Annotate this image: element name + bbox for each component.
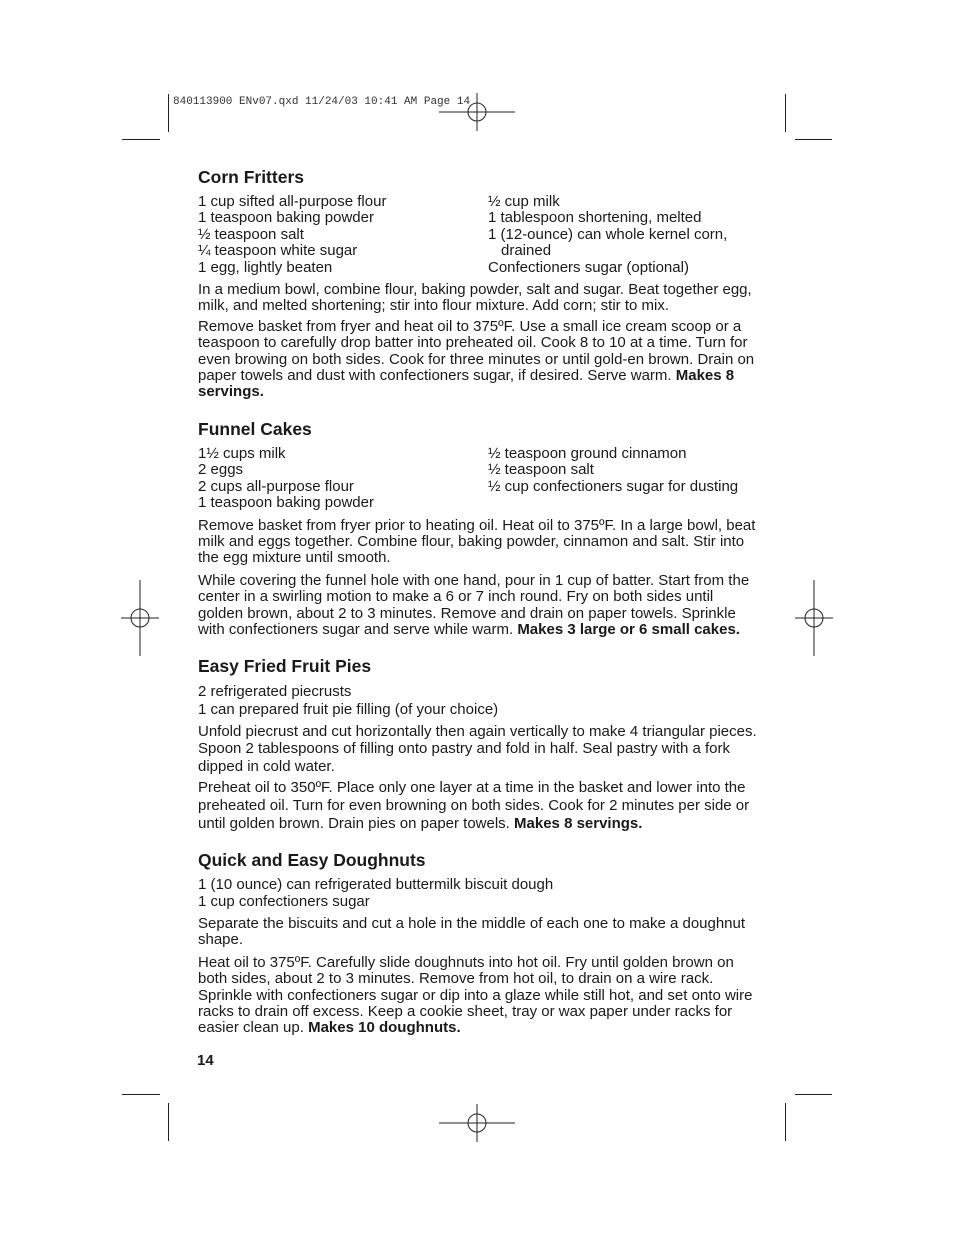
page-number: 14: [197, 1052, 214, 1069]
ingredient: 1 tablespoon shortening, melted: [488, 209, 702, 227]
ingredient: ½ teaspoon salt: [198, 225, 304, 243]
instruction-paragraph: Separate the biscuits and cut a hole in the middle of each one to make a doughnut shape.: [198, 914, 746, 949]
crop-mark: [785, 94, 786, 132]
crop-mark: [122, 1094, 160, 1095]
ingredient: 1 teaspoon baking powder: [198, 209, 374, 227]
crop-mark: [795, 1094, 832, 1095]
ingredient: 1 can prepared fruit pie filling (of your choice): [198, 700, 499, 718]
ingredient-list-right: [488, 194, 760, 276]
ingredient-columns: [198, 446, 760, 512]
ingredient: 2 eggs: [198, 461, 244, 479]
ingredient-list-left: [198, 194, 488, 276]
crop-mark: [168, 1103, 169, 1141]
ingredient: 2 refrigerated piecrusts: [198, 683, 352, 701]
ingredient: 2 cups all-purpose flour: [198, 477, 354, 495]
instruction-paragraph: Unfold piecrust and cut horizontally then again vertically to make 4 triangular pieces. Spoon 2 tablespoons of filling onto pastry and fold in half. Seal pastry with a fork dipped in cold water.: [198, 722, 757, 775]
ingredient-list-right: [488, 446, 760, 512]
registration-mark-icon: [121, 580, 159, 656]
ingredient: ½ cup confectioners sugar for dusting: [488, 477, 739, 495]
crop-mark: [785, 1103, 786, 1141]
crop-mark: [122, 139, 160, 140]
print-slug: 840113900 ENv07.qxd 11/24/03 10:41 AM Page 14: [173, 96, 471, 108]
ingredient: 1 (12-ounce) can whole kernel corn,: [488, 225, 728, 243]
recipe-title: Easy Fried Fruit Pies: [198, 656, 372, 677]
ingredient: ¼ teaspoon white sugar: [198, 242, 358, 260]
registration-mark-icon: [439, 1104, 515, 1142]
instruction-paragraph: Remove basket from fryer prior to heating oil. Heat oil to 375ºF. In a large bowl, beat milk and eggs together. Combine flour, baking powder, cinnamon and salt. Stir into the egg mixture until smooth.: [198, 516, 756, 567]
instruction-paragraph: While covering the funnel hole with one hand, pour in 1 cup of batter. Start from the center in a swirling motion to make a 6 or 7 inch round. Fry on both sides until golden brown, about 2 to 3 minutes. Remove and drain on paper towels. Sprinkle with confectioners sugar and serve while warm. Makes 3 large or 6 small cakes.: [198, 571, 750, 638]
recipe-title: Corn Fritters: [198, 167, 304, 187]
instruction-paragraph: Preheat oil to 350ºF. Place only one layer at a time in the basket and lower into the preheated oil. Turn for even browning on both sides. Cook for 2 minutes per side or until golden brown. Drain pies on paper towels. Makes 8 servings.: [198, 779, 750, 832]
ingredient: 1 cup confectioners sugar: [198, 892, 370, 910]
recipe-title: Quick and Easy Doughnuts: [198, 850, 426, 871]
recipe-fruit-pies: [198, 655, 760, 832]
yield-text: Makes 3 large or 6 small cakes.: [517, 620, 740, 638]
yield-text: Makes 10 doughnuts.: [308, 1019, 461, 1037]
crop-mark: [168, 94, 169, 132]
ingredient: ½ teaspoon salt: [488, 461, 594, 479]
recipe-corn-fritters: [198, 166, 760, 401]
ingredient-list-left: [198, 446, 488, 512]
recipe-funnel-cakes: [198, 418, 760, 638]
instruction-paragraph: Remove basket from fryer and heat oil to 375ºF. Use a small ice cream scoop or a teaspoon to carefully drop batter into preheated oil. Cook 8 to 10 at a time. Turn for even browing on both sides. Cook for three minutes or until gold-en brown. Drain on paper towels and dust with confectioners sugar, if desired. Serve warm. Makes 8 servings.: [198, 317, 755, 401]
crop-mark: [795, 139, 832, 140]
ingredient: ½ cup milk: [488, 193, 560, 210]
recipe-content: [198, 166, 760, 1054]
ingredient-columns: [198, 194, 760, 276]
yield-text: Makes 8 servings.: [514, 814, 643, 832]
ingredient: 1 teaspoon baking powder: [198, 494, 374, 512]
yield-text: Makes 8 servings.: [198, 367, 735, 401]
instruction-paragraph: In a medium bowl, combine flour, baking powder, salt and sugar. Beat together egg, milk, and melted shortening; stir into flour mixture. Add corn; stir to mix.: [198, 281, 752, 315]
recipe-title: Funnel Cakes: [198, 418, 312, 439]
registration-mark-icon: [795, 580, 833, 656]
ingredient: 1 egg, lightly beaten: [198, 258, 333, 276]
ingredient: ½ teaspoon ground cinnamon: [488, 444, 687, 462]
ingredient: 1 cup sifted all-purpose flour: [198, 193, 387, 210]
recipe-doughnuts: [198, 849, 760, 1037]
ingredient: Confectioners sugar (optional): [488, 258, 689, 276]
instruction-paragraph: Heat oil to 375ºF. Carefully slide doughnuts into hot oil. Fry until golden brown on both sides, about 2 to 3 minutes. Remove from hot oil, to drain on a wire rack. Sprinkle with confectioners sugar or dip into a glaze while still hot, and set onto wire racks to drain off excess. Keep a cookie sheet, tray or wax paper under racks for easier clean up. Makes 10 doughnuts.: [198, 953, 753, 1037]
ingredient: 1½ cups milk: [198, 444, 286, 462]
ingredient: drained: [501, 242, 552, 260]
ingredient: 1 (10 ounce) can refrigerated buttermilk biscuit dough: [198, 876, 554, 894]
registration-mark-icon: [439, 93, 515, 131]
